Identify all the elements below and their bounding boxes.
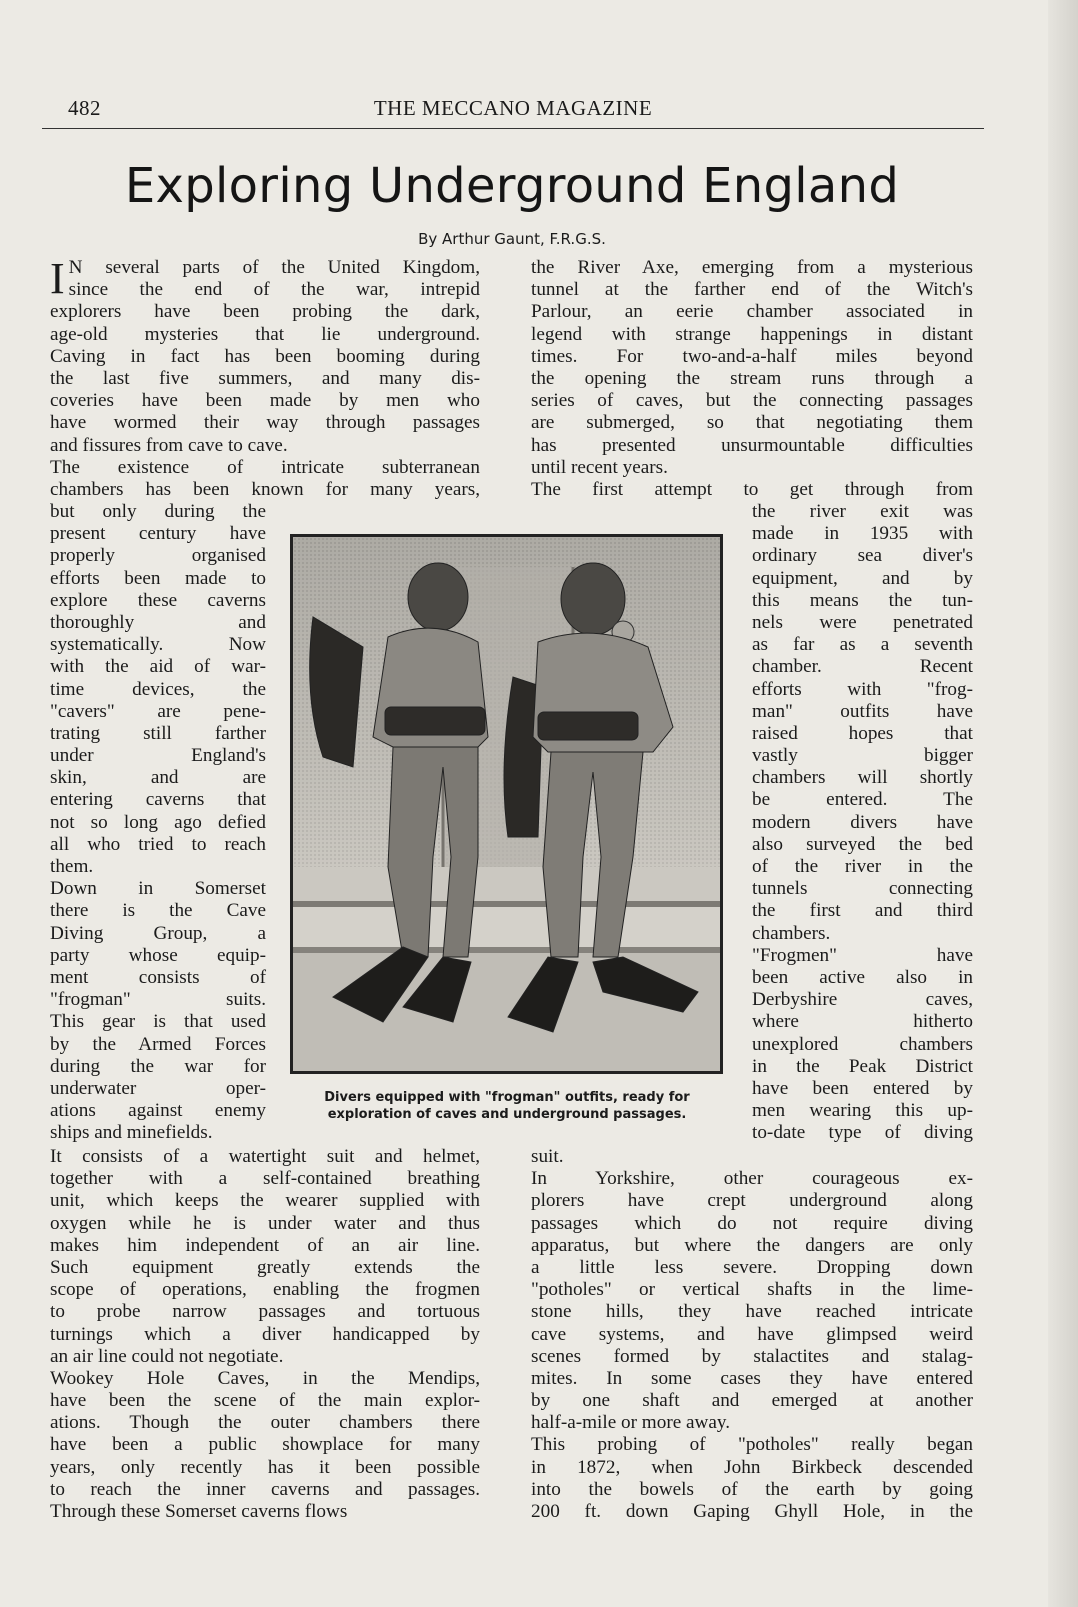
text-line-content: in 1872, when John Birkbeck descended bbox=[531, 1456, 973, 1478]
text-line bbox=[531, 1434, 973, 1456]
text-line bbox=[50, 856, 266, 878]
text-line-content: ships and minefields. bbox=[50, 1122, 213, 1144]
text-line-content: chamber. Recent bbox=[752, 656, 973, 678]
text-line bbox=[50, 1168, 480, 1190]
text-line-content: coveries have been made by men who bbox=[50, 390, 480, 412]
text-line-content: and fissures from cave to cave. bbox=[50, 434, 288, 456]
text-line-content: "cavers" are pene- bbox=[50, 700, 266, 722]
text-line-content: "Frogmen" have bbox=[752, 944, 973, 966]
text-line-content: ations against enemy bbox=[50, 1100, 266, 1122]
text-line bbox=[50, 457, 480, 479]
text-line-content: In Yorkshire, other courageous ex- bbox=[531, 1168, 973, 1190]
text-line-content: by one shaft and emerged at another bbox=[531, 1390, 973, 1412]
text-line-content: ment consists of bbox=[50, 966, 266, 988]
text-line bbox=[752, 656, 973, 678]
text-line-content: age-old mysteries that lie underground. bbox=[50, 323, 480, 345]
text-line bbox=[752, 856, 973, 878]
text-line bbox=[752, 634, 973, 656]
text-line bbox=[752, 789, 973, 811]
text-line bbox=[752, 967, 973, 989]
text-line bbox=[50, 279, 480, 301]
text-line-content: Parlour, an eerie chamber associated in bbox=[531, 301, 973, 323]
text-line-content: the first and third bbox=[752, 900, 973, 922]
text-line bbox=[50, 257, 480, 279]
text-line bbox=[531, 1412, 973, 1434]
text-line-content: This gear is that used bbox=[50, 1011, 266, 1033]
text-line-content: in the Peak District bbox=[752, 1055, 973, 1077]
text-line-content: to probe narrow passages and tortuous bbox=[50, 1301, 480, 1323]
text-line bbox=[752, 1078, 973, 1100]
text-line bbox=[50, 1279, 480, 1301]
text-line bbox=[50, 634, 266, 656]
text-line-content: vastly bigger bbox=[752, 745, 973, 767]
text-line bbox=[531, 479, 973, 501]
text-line bbox=[50, 900, 266, 922]
text-line bbox=[50, 878, 266, 900]
photo-caption-line-2: exploration of caves and underground passages. bbox=[327, 1107, 687, 1122]
text-line-content: Through these Somerset caverns flows bbox=[50, 1501, 348, 1522]
text-line-content: stone hills, they have reached intricate bbox=[531, 1301, 973, 1323]
text-line-content: present century have bbox=[50, 523, 266, 545]
text-line-content: N several parts of the United Kingdom, bbox=[68, 257, 480, 278]
text-line-content: chambers. bbox=[752, 922, 831, 944]
text-line bbox=[531, 390, 973, 412]
text-line-content: 200 ft. down Gaping Ghyll Hole, in the bbox=[531, 1501, 973, 1522]
text-line bbox=[531, 1479, 973, 1501]
text-line-content: makes him independent of an air line. bbox=[50, 1234, 480, 1256]
header-rule bbox=[42, 128, 984, 129]
text-line bbox=[752, 523, 973, 545]
text-line-content: time devices, the bbox=[50, 678, 266, 700]
text-line bbox=[50, 1346, 480, 1368]
text-line-content: times. For two-and-a-half miles beyond bbox=[531, 345, 973, 367]
text-line bbox=[50, 435, 480, 457]
text-line bbox=[531, 346, 973, 368]
text-line bbox=[50, 545, 266, 567]
text-line-content: ordinary sea diver's bbox=[752, 545, 973, 567]
text-line bbox=[752, 745, 973, 767]
text-line-content: "frogman" suits. bbox=[50, 989, 266, 1011]
text-line-content: efforts been made to bbox=[50, 567, 266, 589]
text-line bbox=[752, 812, 973, 834]
text-line bbox=[50, 1056, 266, 1078]
text-line bbox=[531, 1457, 973, 1479]
text-line bbox=[531, 1301, 973, 1323]
text-line bbox=[752, 1011, 973, 1033]
text-line-content: series of caves, but the connecting passages bbox=[531, 390, 973, 412]
text-line bbox=[50, 612, 266, 634]
text-line bbox=[531, 1168, 973, 1190]
text-line bbox=[50, 1235, 480, 1257]
text-line bbox=[531, 1213, 973, 1235]
text-line-content: the last five summers, and many dis- bbox=[50, 367, 480, 389]
text-line-content: Such equipment greatly extends the bbox=[50, 1256, 480, 1278]
text-line-content: not so long ago defied bbox=[50, 811, 266, 833]
text-line bbox=[50, 656, 266, 678]
text-line bbox=[50, 324, 480, 346]
text-line-content: have been entered by bbox=[752, 1077, 973, 1099]
text-line bbox=[531, 301, 973, 323]
text-line bbox=[50, 301, 480, 323]
text-line bbox=[50, 568, 266, 590]
text-line-content: trating still farther bbox=[50, 722, 266, 744]
text-line-content: explore these caverns bbox=[50, 589, 266, 611]
text-line-content: during the war for bbox=[50, 1055, 266, 1077]
text-line bbox=[50, 368, 480, 390]
text-line bbox=[752, 878, 973, 900]
text-line bbox=[531, 1324, 973, 1346]
text-line bbox=[50, 1479, 480, 1501]
photo-caption bbox=[282, 1089, 732, 1123]
text-line bbox=[50, 767, 266, 789]
photo-caption-line-1: Divers equipped with "frogman" outfits, ready for bbox=[324, 1090, 690, 1105]
text-line-content: The existence of intricate subterranean bbox=[50, 456, 480, 478]
text-line-content: until recent years. bbox=[531, 456, 668, 478]
text-line-content: to reach the inner caverns and passages. bbox=[50, 1478, 480, 1500]
magazine-title: THE MECCANO MAGAZINE bbox=[373, 96, 653, 120]
text-line bbox=[50, 1434, 480, 1456]
text-line-content: be entered. The bbox=[752, 789, 973, 811]
column-2-top-text bbox=[531, 257, 973, 501]
text-line-content: has presented unsurmountable difficulties bbox=[531, 434, 973, 456]
text-line bbox=[50, 834, 266, 856]
text-line bbox=[752, 1056, 973, 1078]
text-line-content: "potholes" or vertical shafts in the lime- bbox=[531, 1279, 973, 1301]
text-line bbox=[531, 324, 973, 346]
text-line-content: Diving Group, a bbox=[50, 922, 266, 944]
text-line bbox=[531, 1390, 973, 1412]
text-line-content: thoroughly and bbox=[50, 611, 266, 633]
text-line bbox=[752, 767, 973, 789]
text-line-content: tunnels connecting bbox=[752, 878, 973, 900]
text-line bbox=[752, 989, 973, 1011]
running-header bbox=[42, 96, 984, 126]
text-line-content: there is the Cave bbox=[50, 900, 266, 922]
text-line-content: entering caverns that bbox=[50, 789, 266, 811]
text-line bbox=[752, 723, 973, 745]
text-line-content: them. bbox=[50, 856, 94, 877]
text-line-content: half-a-mile or more away. bbox=[531, 1412, 731, 1434]
divers-photo-illustration bbox=[293, 537, 720, 1071]
text-line bbox=[50, 1301, 480, 1323]
text-line bbox=[50, 523, 266, 545]
text-line-content: years, only recently has it been possible bbox=[50, 1456, 480, 1478]
text-line bbox=[752, 1034, 973, 1056]
text-line-content: scenes formed by stalactites and stalag- bbox=[531, 1345, 973, 1367]
text-line bbox=[752, 1100, 973, 1122]
text-line-content: cave systems, and have glimpsed weird bbox=[531, 1323, 973, 1345]
text-line-content: have been a public showplace for many bbox=[50, 1434, 480, 1456]
text-line-content: have wormed their way through passages bbox=[50, 412, 480, 434]
text-line bbox=[50, 390, 480, 412]
text-line-content: the river exit was bbox=[752, 501, 973, 522]
text-line bbox=[752, 1122, 973, 1144]
text-line bbox=[50, 789, 266, 811]
text-line-content: systematically. Now bbox=[50, 634, 266, 656]
text-line-content: underwater oper- bbox=[50, 1077, 266, 1099]
text-line-content: chambers has been known for many years, bbox=[50, 478, 480, 500]
text-line-content: are submerged, so that negotiating them bbox=[531, 412, 973, 434]
text-line bbox=[50, 1368, 480, 1390]
text-line-content: scope of operations, enabling the frogmen bbox=[50, 1279, 480, 1301]
text-line-content: ations. Though the outer chambers there bbox=[50, 1412, 480, 1434]
text-line-content: explorers have been probing the dark, bbox=[50, 301, 480, 323]
text-line-content: turnings which a diver handicapped by bbox=[50, 1323, 480, 1345]
text-line-content: as far as a seventh bbox=[752, 634, 973, 656]
text-line-content: by the Armed Forces bbox=[50, 1033, 266, 1055]
text-line bbox=[752, 923, 973, 945]
divers-photo bbox=[290, 534, 723, 1074]
text-line-content: unexplored chambers bbox=[752, 1033, 973, 1055]
text-line bbox=[50, 1190, 480, 1212]
column-1-top-text bbox=[50, 254, 480, 501]
text-line-content: of the river in the bbox=[752, 856, 973, 877]
text-line bbox=[50, 745, 266, 767]
text-line-content: together with a self-contained breathing bbox=[50, 1168, 480, 1190]
text-line bbox=[531, 279, 973, 301]
text-line-content: but only during the bbox=[50, 501, 266, 522]
text-line bbox=[50, 590, 266, 612]
text-line-content: made in 1935 with bbox=[752, 523, 973, 545]
text-line bbox=[531, 412, 973, 434]
text-line bbox=[531, 257, 973, 279]
text-line bbox=[50, 1078, 266, 1100]
text-line-content: It consists of a watertight suit and helmet, bbox=[50, 1146, 480, 1167]
text-line bbox=[50, 346, 480, 368]
text-line-content: under England's bbox=[50, 745, 266, 767]
text-line-content: modern divers have bbox=[752, 811, 973, 833]
page-edge-shadow bbox=[1048, 0, 1078, 1607]
text-line-content: efforts with "frog- bbox=[752, 678, 973, 700]
text-line-content: with the aid of war- bbox=[50, 656, 266, 678]
text-line bbox=[531, 1146, 973, 1168]
text-line bbox=[752, 612, 973, 634]
text-line-content: into the bowels of the earth by going bbox=[531, 1478, 973, 1500]
text-line bbox=[50, 479, 480, 501]
text-line-content: since the end of the war, intrepid bbox=[68, 279, 480, 301]
text-line bbox=[531, 1501, 973, 1523]
text-line-content: all who tried to reach bbox=[50, 833, 266, 855]
text-line bbox=[50, 412, 480, 434]
text-line bbox=[50, 1501, 480, 1523]
text-line bbox=[752, 900, 973, 922]
text-line bbox=[531, 1235, 973, 1257]
text-line bbox=[531, 1190, 973, 1212]
column-2-bottom-text bbox=[531, 1146, 973, 1523]
text-line bbox=[752, 834, 973, 856]
text-line bbox=[50, 1034, 266, 1056]
drop-cap: I bbox=[50, 254, 65, 303]
text-line-content: a little less severe. Dropping down bbox=[531, 1256, 973, 1278]
column-1-bottom-text bbox=[50, 1146, 480, 1523]
text-line-content: oxygen while he is under water and thus bbox=[50, 1212, 480, 1234]
text-line-content: suit. bbox=[531, 1146, 564, 1167]
text-line bbox=[752, 679, 973, 701]
text-line bbox=[50, 967, 266, 989]
text-line-content: legend with strange happenings in distant bbox=[531, 323, 973, 345]
text-line-content: Derbyshire caves, bbox=[752, 989, 973, 1011]
text-line bbox=[50, 945, 266, 967]
text-line bbox=[531, 1257, 973, 1279]
text-line-content: mites. In some cases they have entered bbox=[531, 1367, 973, 1389]
text-line-content: the opening the stream runs through a bbox=[531, 367, 973, 389]
text-line bbox=[50, 1457, 480, 1479]
text-line-content: The first attempt to get through from bbox=[531, 478, 973, 500]
text-line-content: Caving in fact has been booming during bbox=[50, 345, 480, 367]
text-line-content: properly organised bbox=[50, 545, 266, 567]
text-line bbox=[50, 679, 266, 701]
text-line-content: been active also in bbox=[752, 966, 973, 988]
text-line bbox=[531, 457, 973, 479]
text-line-content: plorers have crept underground along bbox=[531, 1190, 973, 1212]
text-line bbox=[752, 590, 973, 612]
text-line-content: This probing of "potholes" really began bbox=[531, 1434, 973, 1456]
text-line-content: have been the scene of the main explor- bbox=[50, 1390, 480, 1412]
text-line bbox=[752, 945, 973, 967]
text-line bbox=[50, 1011, 266, 1033]
text-line-content: this means the tun- bbox=[752, 589, 973, 611]
text-line-content: Down in Somerset bbox=[50, 878, 266, 900]
text-line-content: to-date type of diving bbox=[752, 1122, 973, 1144]
text-line-content: apparatus, but where the dangers are only bbox=[531, 1234, 973, 1256]
text-line-content: skin, and are bbox=[50, 767, 266, 789]
text-line bbox=[752, 568, 973, 590]
text-line-content: where hitherto bbox=[752, 1011, 973, 1033]
text-line-content: men wearing this up- bbox=[752, 1100, 973, 1122]
text-line bbox=[50, 1390, 480, 1412]
text-line bbox=[50, 1412, 480, 1434]
text-line bbox=[50, 923, 266, 945]
text-line bbox=[50, 1122, 266, 1144]
text-line bbox=[50, 989, 266, 1011]
text-line-content: raised hopes that bbox=[752, 722, 973, 744]
text-line-content: unit, which keeps the wearer supplied with bbox=[50, 1190, 480, 1212]
text-line bbox=[531, 368, 973, 390]
text-line bbox=[50, 723, 266, 745]
text-line bbox=[50, 1213, 480, 1235]
text-line bbox=[531, 1279, 973, 1301]
text-line bbox=[50, 501, 266, 523]
text-line bbox=[752, 501, 973, 523]
text-line-content: man" outfits have bbox=[752, 700, 973, 722]
text-line bbox=[752, 701, 973, 723]
text-line bbox=[531, 1368, 973, 1390]
page-number: 482 bbox=[68, 96, 101, 120]
text-line bbox=[50, 701, 266, 723]
column-1-narrow-text bbox=[50, 501, 266, 1144]
text-line-content: equipment, and by bbox=[752, 567, 973, 589]
text-line-content: an air line could not negotiate. bbox=[50, 1345, 284, 1367]
text-line-content: the River Axe, emerging from a mysterious bbox=[531, 257, 973, 278]
text-line bbox=[752, 545, 973, 567]
text-line-content: Wookey Hole Caves, in the Mendips, bbox=[50, 1367, 480, 1389]
text-line bbox=[50, 1257, 480, 1279]
text-line bbox=[50, 1146, 480, 1168]
text-line bbox=[50, 812, 266, 834]
text-line-content: party whose equip- bbox=[50, 944, 266, 966]
text-line-content: chambers will shortly bbox=[752, 767, 973, 789]
text-line-content: passages which do not require diving bbox=[531, 1212, 973, 1234]
text-line bbox=[531, 435, 973, 457]
text-line bbox=[50, 1324, 480, 1346]
article-title: Exploring Underground England bbox=[124, 158, 900, 214]
text-line bbox=[531, 1346, 973, 1368]
text-line-content: also surveyed the bed bbox=[752, 833, 973, 855]
text-line-content: tunnel at the farther end of the Witch's bbox=[531, 279, 973, 301]
text-line-content: nels were penetrated bbox=[752, 611, 973, 633]
column-2-narrow-text bbox=[752, 501, 973, 1144]
byline: By Arthur Gaunt, F.R.G.S. bbox=[418, 230, 606, 248]
text-line bbox=[50, 1100, 266, 1122]
